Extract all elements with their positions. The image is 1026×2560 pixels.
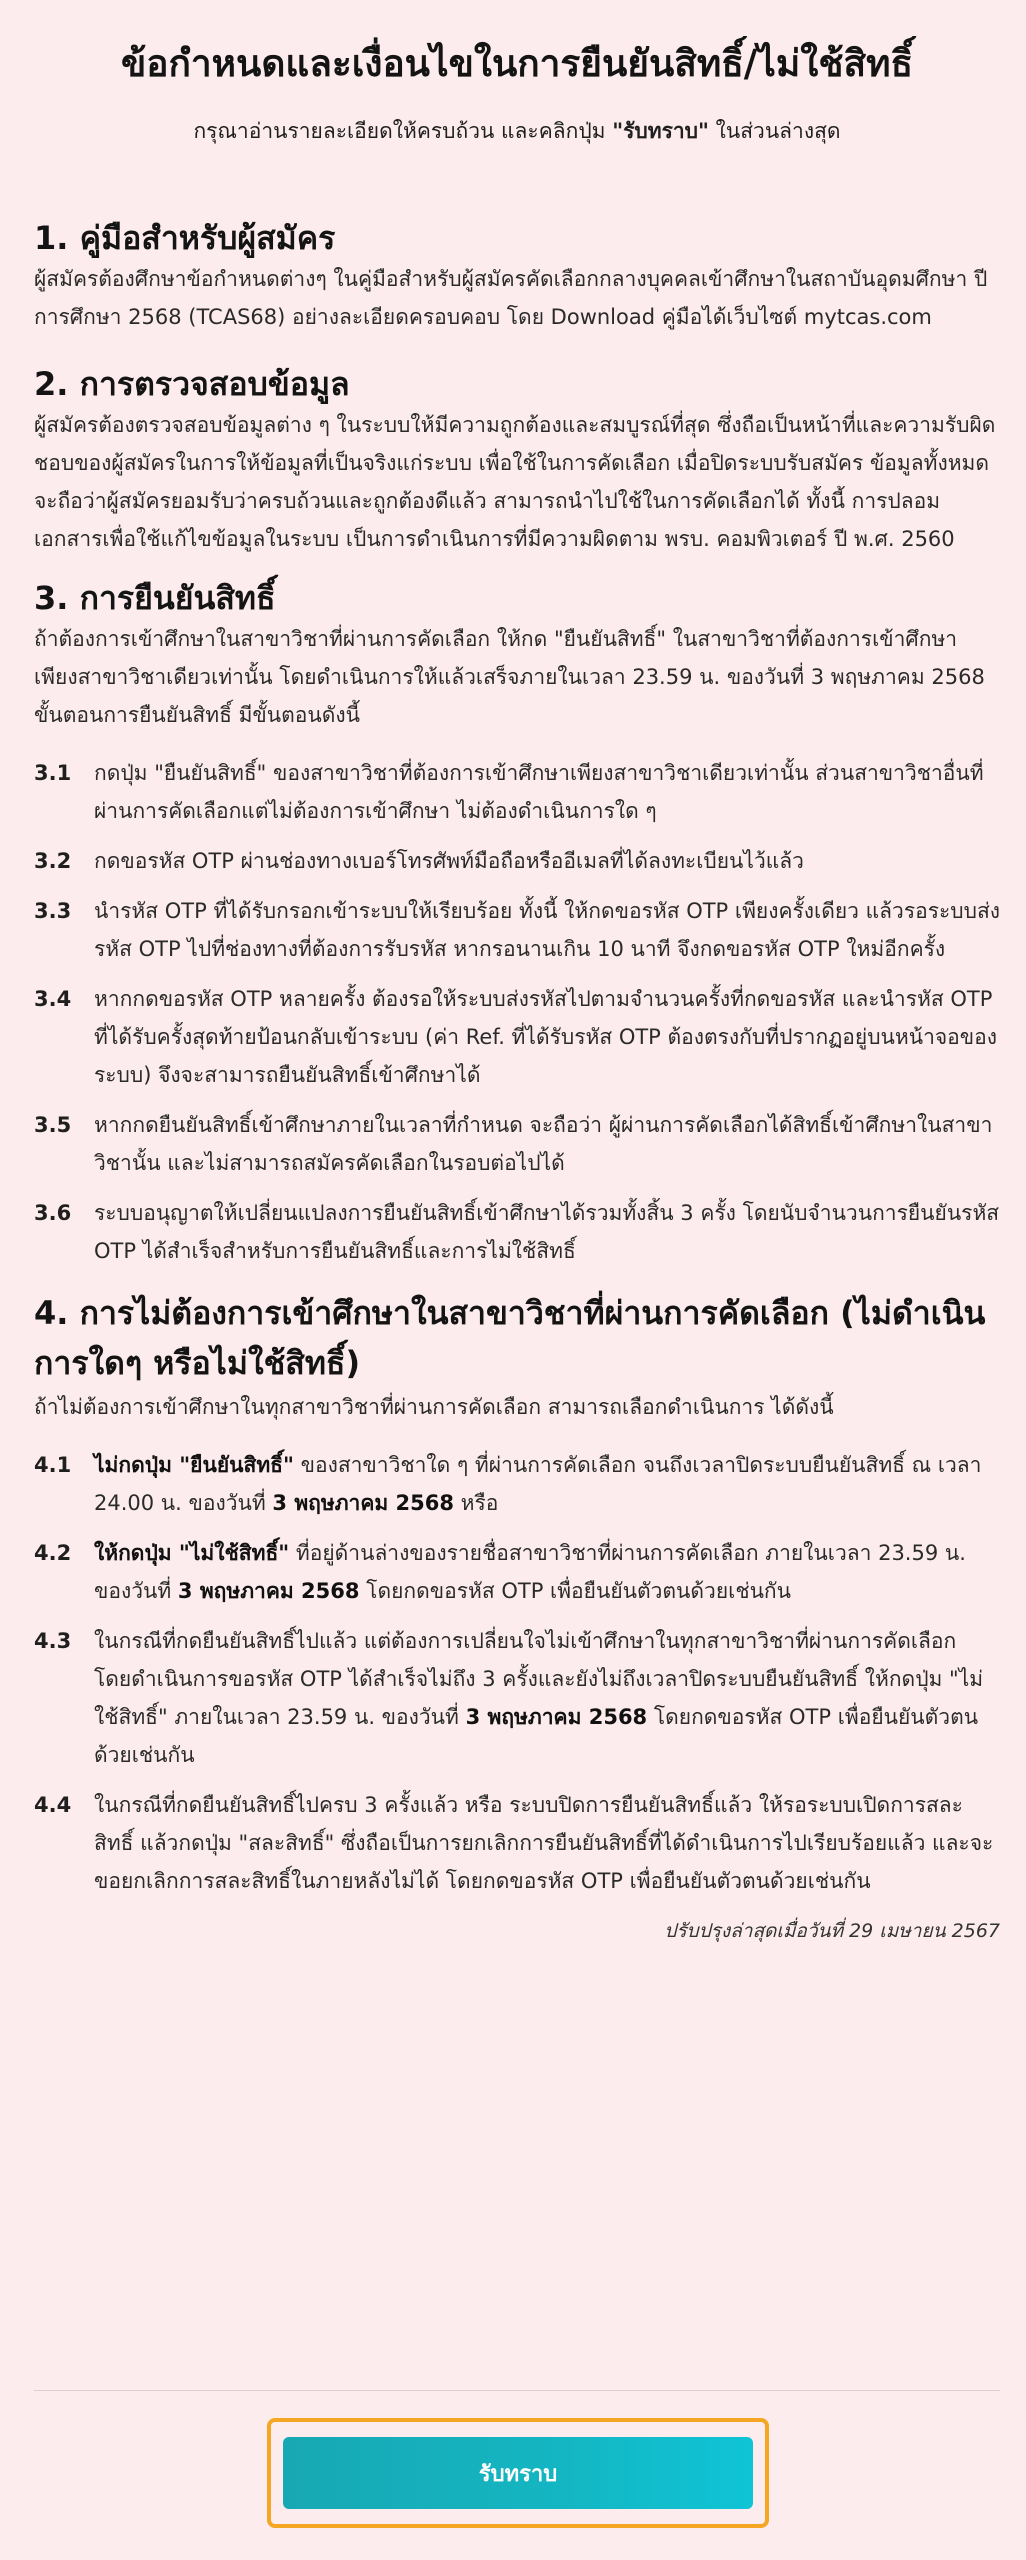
item-text-part: โดยกดขอรหัส OTP เพื่อยืนยันตัวตนด้วยเช่นกัน [94, 1705, 979, 1767]
list-item [34, 1622, 1000, 1774]
item-number: 4.2 [34, 1541, 72, 1565]
section-4-list [34, 1446, 1000, 1900]
item-number: 3.6 [34, 1201, 72, 1225]
section-1-paragraph: ผู้สมัครต้องศึกษาข้อกำหนดต่างๆ ในคู่มือสำหรับผู้สมัครคัดเลือกกลางบุคคลเข้าศึกษาในสถาบันอุดมศึกษา ปีการศึกษา 2568 (TCAS68) อย่างละเอียดครอบคอบ โดย Download คู่มือได้เว็บไซต์ mytcas.com [34, 267, 988, 329]
item-text [94, 1622, 1000, 1774]
section-2-paragraph: ผู้สมัครต้องตรวจสอบข้อมูลต่าง ๆ ในระบบให้มีความถูกต้องและสมบูรณ์ที่สุด ซึ่งถือเป็นหน้าที่และความรับผิดชอบของผู้สมัครในการให้ข้อมูลที่เป็นจริงแก่ระบบ เพื่อใช้ในการคัดเลือก เมื่อปิดระบบรับสมัคร ข้อมูลทั้งหมดจะถือว่าผู้สมัครยอมรับว่าครบถ้วนและถูกต้องดีแล้ว สามารถนำไปใช้ในการคัดเลือกได้ ทั้งนี้ การปลอมเอกสารเพื่อใช้แก้ไขข้อมูลในระบบ เป็นการดำเนินการที่มีความผิดตาม พรบ. คอมพิวเตอร์ ปี พ.ศ. 2560 [34, 413, 996, 551]
item-emphasis: ไม่กดปุ่ม "ยืนยันสิทธิ์" [94, 1453, 294, 1477]
item-number: 3.1 [34, 761, 72, 785]
section-1-heading: 1. คู่มือสำหรับผู้สมัคร [34, 219, 336, 257]
section-2-heading: 2. การตรวจสอบข้อมูล [34, 365, 350, 403]
list-item [34, 1446, 1000, 1522]
item-number: 3.3 [34, 899, 72, 923]
item-date-emphasis: 3 พฤษภาคม 2568 [465, 1705, 648, 1729]
list-item [34, 1106, 1000, 1182]
item-text-part: โดยกดขอรหัส OTP เพื่อยืนยันตัวตนด้วยเช่นกัน [359, 1579, 791, 1603]
item-number: 4.3 [34, 1629, 72, 1653]
list-item [34, 1534, 1000, 1610]
item-text: นำรหัส OTP ที่ได้รับกรอกเข้าระบบให้เรียบร้อย ทั้งนี้ ให้กดขอรหัส OTP เพียงครั้งเดียว แล้วรอระบบส่งรหัส OTP ไปที่ช่องทางที่ต้องการรับรหัส หากรอนานเกิน 10 นาที จึงกดขอรหัส OTP ใหม่อีกครั้ง [94, 899, 1001, 961]
list-item [34, 892, 1000, 968]
page-title: ข้อกำหนดและเงื่อนไขในการยืนยันสิทธิ์/ไม่ใช้สิทธิ์ [120, 42, 914, 85]
intro-button-name: "รับทราบ" [612, 119, 709, 143]
item-text-part: หรือ [454, 1491, 499, 1515]
acknowledge-button-highlight [267, 2418, 769, 2528]
item-text: กดขอรหัส OTP ผ่านช่องทางเบอร์โทรศัพท์มือถือหรืออีเมลที่ได้ลงทะเบียนไว้แล้ว [94, 849, 804, 873]
item-text-part: ของสาขาวิชาใด ๆ ที่ผ่านการคัดเลือก จนถึงเวลาปิดระบบยืนยันสิทธิ์ ณ เวลา 24.00 น. ของวันที่ [94, 1453, 982, 1515]
item-text [94, 1534, 1000, 1610]
last-updated-note: ปรับปรุงล่าสุดเมื่อวันที่ 29 เมษายน 2567 [664, 1920, 1000, 1942]
item-number: 4.4 [34, 1793, 72, 1817]
footer-divider [34, 2390, 1000, 2391]
section-3-heading: 3. การยืนยันสิทธิ์ [34, 579, 276, 617]
item-text: หากกดยืนยันสิทธิ์เข้าศึกษาภายในเวลาที่กำหนด จะถือว่า ผู้ผ่านการคัดเลือกได้สิทธิ์เข้าศึกษาในสาขาวิชานั้น และไม่สามารถสมัครคัดเลือกในรอบต่อไปได้ [94, 1113, 993, 1175]
item-number: 3.2 [34, 849, 72, 873]
item-text-part: ที่อยู่ด้านล่างของรายชื่อสาขาวิชาที่ผ่านการคัดเลือก ภายในเวลา 23.59 น. ของวันที่ [94, 1541, 966, 1603]
item-text: กดปุ่ม "ยืนยันสิทธิ์" ของสาขาวิชาที่ต้องการเข้าศึกษาเพียงสาขาวิชาเดียวเท่านั้น ส่วนสาขาวิชาอื่นที่ผ่านการคัดเลือกแต่ไม่ต้องการเข้าศึกษา ไม่ต้องดำเนินการใด ๆ [94, 761, 984, 823]
item-emphasis: ให้กดปุ่ม "ไม่ใช้สิทธิ์" [94, 1541, 290, 1565]
item-number: 4.1 [34, 1453, 72, 1477]
item-text [94, 1786, 1000, 1900]
section-3-paragraph: ถ้าต้องการเข้าศึกษาในสาขาวิชาที่ผ่านการคัดเลือก ให้กด "ยืนยันสิทธิ์" ในสาขาวิชาที่ต้องการเข้าศึกษาเพียงสาขาวิชาเดียวเท่านั้น โดยดำเนินการให้แล้วเสร็จภายในเวลา 23.59 น. ของวันที่ 3 พฤษภาคม 2568 ขั้นตอนการยืนยันสิทธิ์ มีขั้นตอนดังนี้ [34, 627, 985, 727]
section-3-list [34, 754, 1000, 1270]
item-text: ระบบอนุญาตให้เปลี่ยนแปลงการยืนยันสิทธิ์เข้าศึกษาได้รวมทั้งสิ้น 3 ครั้ง โดยนับจำนวนการยืนยันรหัส OTP ได้สำเร็จสำหรับการยืนยันสิทธิ์และการไม่ใช้สิทธิ์ [94, 1201, 1000, 1263]
list-item [34, 1194, 1000, 1270]
item-text: หากกดขอรหัส OTP หลายครั้ง ต้องรอให้ระบบส่งรหัสไปตามจำนวนครั้งที่กดขอรหัส และนำรหัส OTP ที่ได้รับครั้งสุดท้ายป้อนกลับเข้าระบบ (ค่า Ref. ที่ได้รับรหัส OTP ต้องตรงกับที่ปรากฏอยู่บนหน้าจอของระบบ) จึงจะสามารถยืนยันสิทธิ์เข้าศึกษาได้ [94, 987, 998, 1087]
acknowledge-button[interactable]: รับทราบ [283, 2437, 753, 2509]
section-4-paragraph: ถ้าไม่ต้องการเข้าศึกษาในทุกสาขาวิชาที่ผ่านการคัดเลือก สามารถเลือกดำเนินการ ได้ดังนี้ [34, 1395, 834, 1419]
item-text [94, 1446, 1000, 1522]
item-date-emphasis: 3 พฤษภาคม 2568 [177, 1579, 360, 1603]
intro-text: กรุณาอ่านรายละเอียดให้ครบถ้วน และคลิกปุ่ม [193, 119, 613, 143]
intro-instruction [34, 116, 1000, 146]
item-text-part: ในกรณีที่กดยืนยันสิทธิ์ไปครบ 3 ครั้งแล้ว หรือ ระบบปิดการยืนยันสิทธิ์แล้ว ให้รอระบบเปิดการสละสิทธิ์ แล้วกดปุ่ม "สละสิทธิ์" ซึ่งถือเป็นการยกเลิกการยืนยันสิทธิ์ที่ได้ดำเนินการไปเรียบร้อยแล้ว และจะขอยกเลิกการสละสิทธิ์ในภายหลังไม่ได้ โดยกดขอรหัส OTP เพื่อยืนยันตัวตนด้วยเช่นกัน [94, 1793, 994, 1893]
list-item [34, 980, 1000, 1094]
list-item [34, 754, 1000, 830]
section-4-heading: 4. การไม่ต้องการเข้าศึกษาในสาขาวิชาที่ผ่านการคัดเลือก (ไม่ดำเนินการใดๆ หรือไม่ใช้สิทธิ์) [34, 1294, 986, 1382]
item-date-emphasis: 3 พฤษภาคม 2568 [272, 1491, 454, 1515]
list-item [34, 1786, 1000, 1900]
intro-text-end: ในส่วนล่างสุด [708, 119, 841, 143]
item-number: 3.5 [34, 1113, 72, 1137]
item-number: 3.4 [34, 987, 72, 1011]
item-text-part: ในกรณีที่กดยืนยันสิทธิ์ไปแล้ว แต่ต้องการเปลี่ยนใจไม่เข้าศึกษาในทุกสาขาวิชาที่ผ่านการคัดเลือก โดยดำเนินการขอรหัส OTP ได้สำเร็จไม่ถึง 3 ครั้งและยังไม่ถึงเวลาปิดระบบยืนยันสิทธิ์ ให้กดปุ่ม "ไม่ใช้สิทธิ์" ภายในเวลา 23.59 น. ของวันที่ [94, 1629, 984, 1729]
list-item [34, 842, 1000, 880]
